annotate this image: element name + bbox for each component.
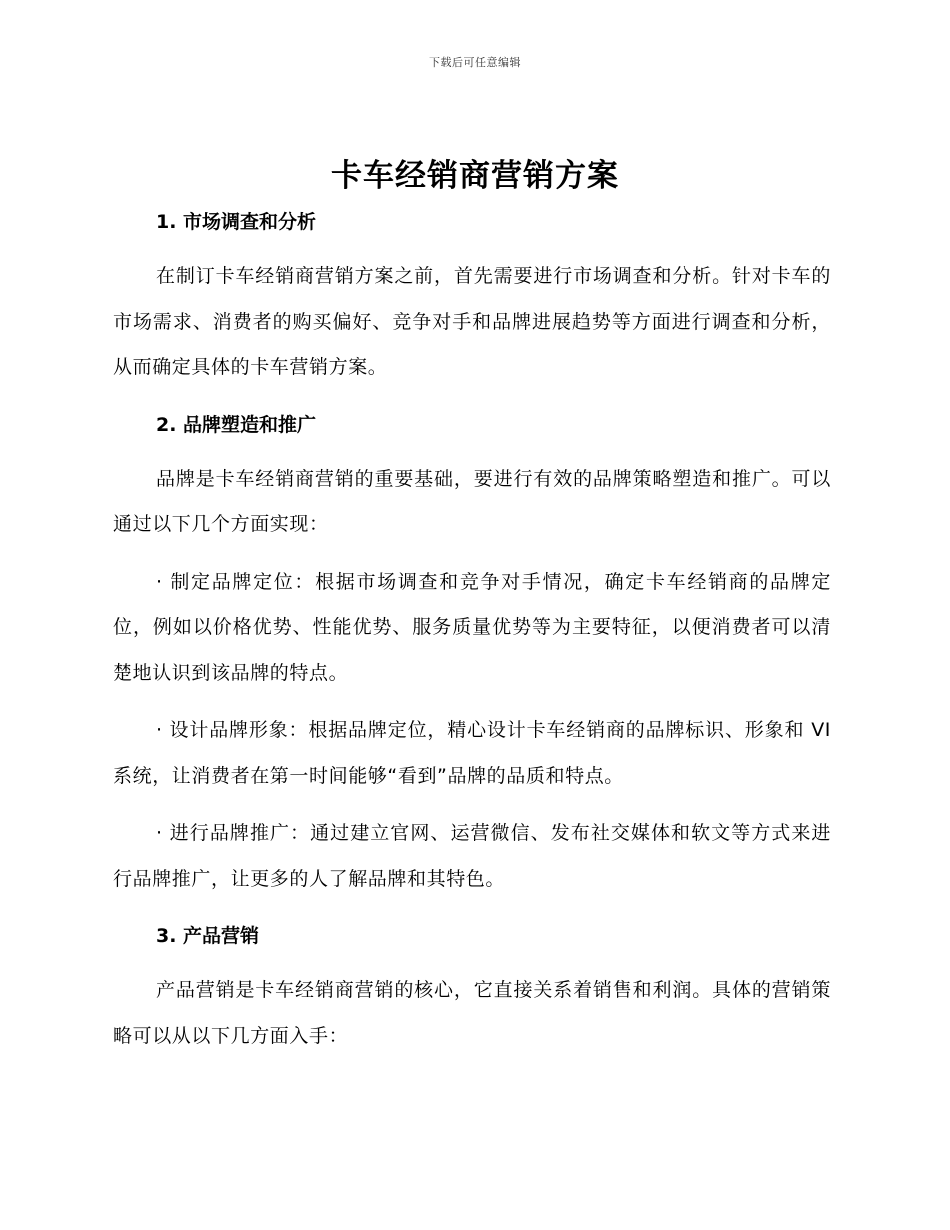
bullet-brand-positioning: · 制定品牌定位：根据市场调查和竞争对手情况，确定卡车经销商的品牌定位，例如以价格优势、性能优势、服务质量优势等为主要特征，以便消费者可以清楚地认识到该品牌的特点。	[113, 570, 831, 684]
bullet-brand-promotion: · 进行品牌推广：通过建立官网、运营微信、发布社交媒体和软文等方式来进行品牌推广，让更多的人了解品牌和其特色。	[113, 822, 831, 890]
section-heading-3: 3. 产品营销	[156, 925, 260, 947]
section-2-intro-paragraph: 品牌是卡车经销商营销的重要基础，要进行有效的品牌策略塑造和推广。可以通过以下几个方面实现：	[113, 467, 831, 535]
section-3-paragraph: 产品营销是卡车经销商营销的核心，它直接关系着销售和利润。具体的营销策略可以从以下几方面入手：	[113, 979, 831, 1047]
section-heading-2: 2. 品牌塑造和推广	[156, 413, 317, 436]
section-heading-1: 1. 市场调查和分析	[156, 211, 317, 233]
section-1-paragraph: 在制订卡车经销商营销方案之前，首先需要进行市场调查和分析。针对卡车的市场需求、消费者的购买偏好、竞争对手和品牌进展趋势等方面进行调查和分析，从而确定具体的卡车营销方案。	[113, 265, 831, 378]
document-title: 卡车经销商营销方案	[331, 158, 619, 194]
document-body	[113, 202, 831, 1059]
header-note: 下载后可任意编辑	[429, 56, 521, 69]
bullet-brand-image: · 设计品牌形象：根据品牌定位，精心设计卡车经销商的品牌标识、形象和 VI 系统，让消费者在第一时间能够“看到”品牌的品质和特点。	[113, 719, 831, 787]
